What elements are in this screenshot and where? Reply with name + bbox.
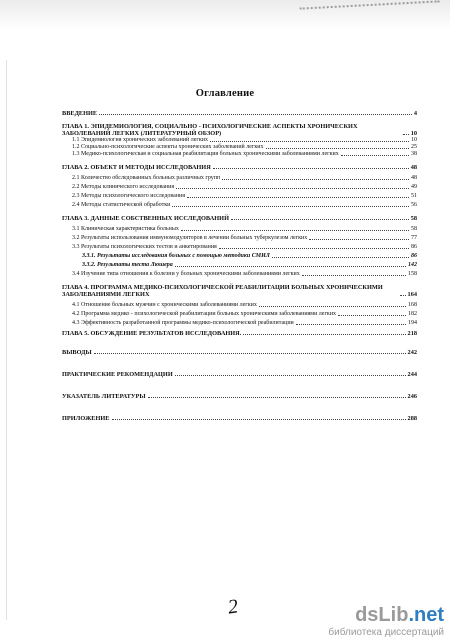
toc-entry-page: 158	[408, 271, 417, 277]
page-number: 2	[226, 595, 240, 619]
toc-entry-chapter-3[interactable]	[62, 215, 417, 222]
toc-entry-page: 48	[411, 175, 417, 181]
toc-entry-page: 38	[411, 151, 417, 157]
toc-entry-3-3[interactable]	[62, 244, 417, 251]
toc-entry-4-1[interactable]	[62, 302, 417, 309]
toc-entry-text: 1.2 Социально-психологические аспекты хронических заболеваний легких	[72, 144, 264, 150]
toc-entry-chapter-4[interactable]	[62, 284, 417, 298]
toc-entry-4-2[interactable]	[62, 311, 417, 318]
toc-entry-page: 49	[411, 184, 417, 190]
toc-entry-2-1[interactable]	[62, 175, 417, 182]
toc-entry-text: 3.1 Клиническая характеристика больных	[72, 226, 179, 232]
toc-entry-1-2[interactable]	[62, 144, 417, 151]
toc-entry-page: 56	[411, 202, 417, 208]
toc-entry-page: 10	[411, 137, 417, 143]
toc-entry-text: ВВЕДЕНИЕ	[62, 110, 98, 117]
toc-entry-page: 242	[407, 349, 417, 356]
toc-entry-page: 86	[411, 244, 417, 250]
toc-entry-text: 1.3 Медико-психологическая и социальная реабилитация больных хроническими заболеваниями легких	[72, 151, 339, 157]
toc-entry-text: 3.3.2. Результаты теста Люшера	[82, 262, 173, 268]
toc-entry-page: 48	[410, 164, 417, 171]
toc-entry-3-2[interactable]	[62, 235, 417, 242]
toc-entry-text: 2.3 Методы психологического исследования	[72, 193, 185, 199]
toc-entry-1-3[interactable]	[62, 151, 417, 158]
toc-entry-chapter-2[interactable]	[62, 164, 417, 171]
toc-entry-chapter-1[interactable]	[62, 123, 417, 137]
toc-entry-3-3-1[interactable]	[62, 253, 417, 260]
toc-entry-text: ГЛАВА 1. ЭПИДЕМИОЛОГИЯ, СОЦИАЛЬНО - ПСИХОЛОГИЧЕСКИЕ АСПЕКТЫ ХРОНИЧЕСКИХ ЗАБОЛЕВАНИЙ ЛЕГКИХ (ЛИТЕРАТУРНЫЙ ОБЗОР)	[62, 123, 358, 137]
toc-entry-text: 2.4 Методы статистической обработки	[72, 202, 171, 208]
toc-entry-text: 1.1 Эпидемиология хронических заболеваний легких	[72, 137, 208, 143]
toc-entry-page: 194	[408, 320, 417, 326]
toc-entry-text: ПРАКТИЧЕСКИЕ РЕКОМЕНДАЦИИ	[62, 371, 173, 378]
toc-entry-3-3-2[interactable]	[62, 262, 417, 269]
toc-entry-page: 51	[411, 193, 417, 199]
toc-entry-4-3[interactable]	[62, 320, 417, 327]
watermark-logo	[328, 604, 444, 627]
toc-entry-3-1[interactable]	[62, 226, 417, 233]
toc-entry-intro[interactable]	[62, 110, 417, 117]
watermark	[328, 604, 444, 638]
toc-entry-page: 86	[411, 253, 417, 259]
toc-entry-1-1[interactable]	[62, 137, 417, 144]
toc-entry-page: 182	[408, 311, 417, 317]
toc-entry-text: ВЫВОДЫ	[62, 349, 92, 356]
toc-entry-text: 4.3 Эффективность разработанной программы медико-психологической реабилитации	[72, 320, 294, 326]
toc-entry-text: 3.2 Результаты использования иммуномодуляторов в лечении больных туберкулезом легких	[72, 235, 308, 241]
toc-entry-text: ГЛАВА 3. ДАННЫЕ СОБСТВЕННЫХ ИССЛЕДОВАНИЙ	[62, 215, 229, 222]
toc-entry-3-4[interactable]	[62, 271, 417, 278]
watermark-subtitle: библиотека диссертаций	[328, 627, 444, 638]
toc-entry-page: 58	[410, 215, 417, 222]
toc-entry-text: ПРИЛОЖЕНИЕ	[62, 415, 110, 422]
toc-entry-references[interactable]	[62, 393, 417, 400]
toc-entry-appendix[interactable]	[62, 415, 417, 422]
toc-entry-text: 2.2 Методы клинического исследования	[72, 184, 175, 190]
toc-entry-2-4[interactable]	[62, 202, 417, 209]
toc-entry-page: 164	[407, 291, 417, 298]
toc-entry-page: 77	[411, 235, 417, 241]
toc-entry-page: 218	[407, 330, 417, 337]
toc-entry-page: 168	[408, 302, 417, 308]
toc-entry-2-2[interactable]	[62, 184, 417, 191]
toc-entry-page: 288	[407, 415, 417, 422]
watermark-brand-main: dsLib	[355, 604, 409, 626]
toc-entry-text: 3.3.1. Результаты исследования больных с помощью методики СМИЛ	[82, 253, 270, 259]
toc-entry-text: 3.4 Изучение типа отношения к болезни у больных хроническими заболеваниями легких	[72, 271, 300, 277]
toc-entry-recommendations[interactable]	[62, 371, 417, 378]
toc-entry-page: 25	[411, 144, 417, 150]
toc-entry-chapter-5[interactable]	[62, 330, 417, 337]
toc-entry-text: ГЛАВА 2. ОБЪЕКТ И МЕТОДЫ ИССЛЕДОВАНИЯ	[62, 164, 211, 171]
toc-entry-text: 3.3 Результаты психологических тестов и анкетирования	[72, 244, 217, 250]
toc-entry-page: 10	[410, 130, 417, 137]
toc-title: Оглавление	[195, 88, 255, 99]
toc-entry-conclusions[interactable]	[62, 349, 417, 356]
toc-entry-2-3[interactable]	[62, 193, 417, 200]
table-of-contents	[62, 110, 417, 422]
toc-entry-text: УКАЗАТЕЛЬ ЛИТЕРАТУРЫ	[62, 393, 146, 400]
watermark-brand-tld: .net	[408, 604, 444, 626]
toc-entry-page: 246	[407, 393, 417, 400]
toc-entry-page: 142	[408, 262, 417, 268]
toc-entry-page: 244	[407, 371, 417, 378]
toc-entry-text: 4.1 Отношение больных мужчин с хроническими заболеваниями легких	[72, 302, 257, 308]
toc-entry-page: 4	[413, 110, 417, 117]
toc-entry-text: 2.1 Количество обследованных больных различных групп	[72, 175, 221, 181]
toc-entry-text: 4.2 Программа медико - психологической реабилитации больных хроническими заболеваниями легких	[72, 311, 337, 317]
toc-entry-page: 58	[411, 226, 417, 232]
page-edge	[6, 60, 7, 620]
toc-entry-text: ГЛАВА 5. ОБСУЖДЕНИЕ РЕЗУЛЬТАТОВ ИССЛЕДОВАНИЯ.	[62, 330, 242, 337]
toc-entry-text: ГЛАВА 4. ПРОГРАММА МЕДИКО-ПСИХОЛОГИЧЕСКОЙ РЕАБИЛИТАЦИИ БОЛЬНЫХ ХРОНИЧЕСКИМИ ЗАБОЛЕВАНИЯМИ ЛЕГКИХ	[62, 284, 383, 298]
